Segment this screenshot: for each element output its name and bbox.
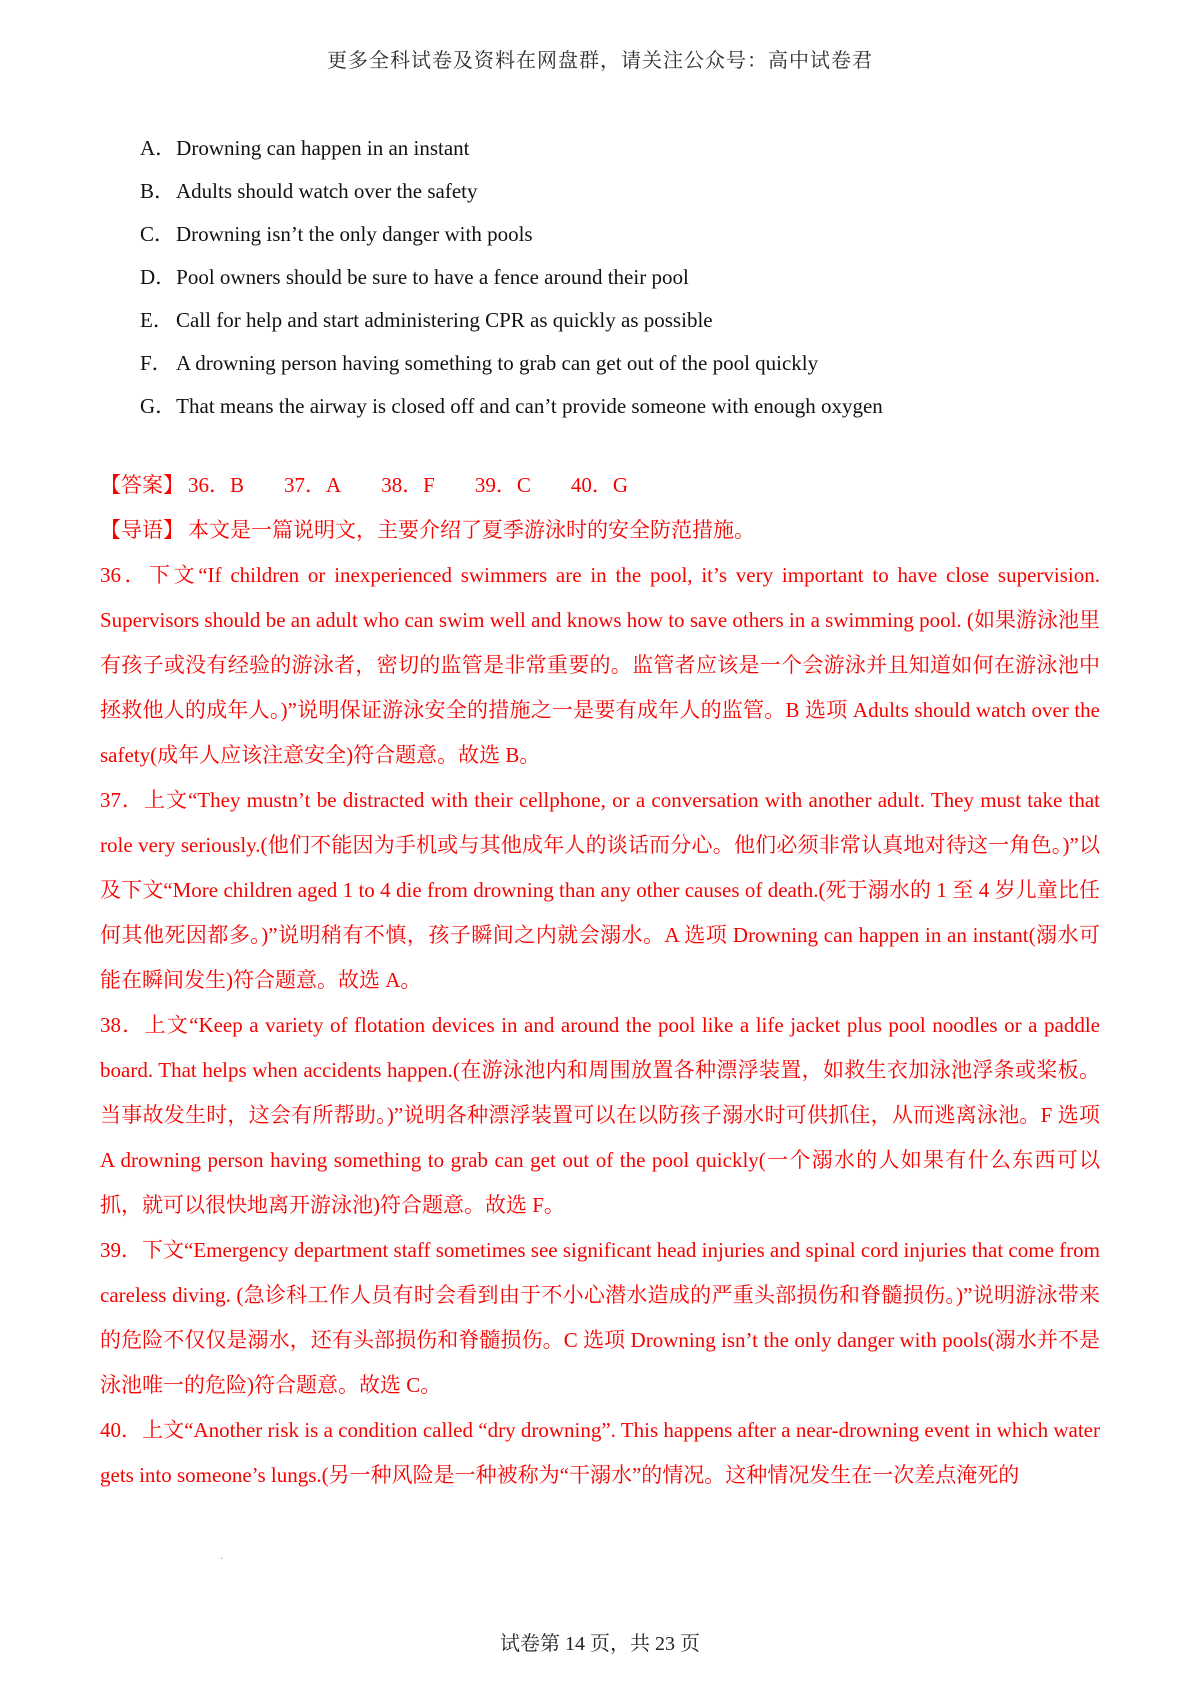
answers-line [100,463,1100,508]
scan-artifact-dot: . [220,1548,223,1562]
options-list [100,127,1100,428]
option-e-label: E． [140,308,174,332]
option-a-label: A． [140,136,177,160]
explanation-39: 39．下文“Emergency department staff sometimes see significant head injuries and spinal cord injuries that come from careless diving. (急诊科工作人员有时会看到由于不小心潜水造成的严重头部损伤和脊髓损伤。)”说明游泳带来的危险不仅仅是溺水，还有头部损伤和脊髓损伤。C 选项 Drowning isn’t the only danger with pools(溺水并不是泳池唯一的危险)符合题意。故选 C。 [100,1238,1100,1397]
answer-37: 37．A [284,473,342,497]
answer-36: 36．B [188,473,245,497]
option-d-text: Pool owners should be sure to have a fence around their pool [176,265,689,289]
explanations-block [100,553,1100,1498]
answer-39: 39．C [474,473,531,497]
intro-line [100,508,1100,553]
answer-40: 40．G [570,473,629,497]
option-b [140,170,1100,213]
option-e [140,299,1100,342]
page-header-watermark: 更多全科试卷及资料在网盘群，请关注公众号：高中试卷君 [327,50,873,72]
option-b-label: B． [140,179,176,203]
page-footer: 试卷第 14 页，共 23 页 [500,1633,700,1655]
option-b-text: Adults should watch over the safety [176,179,478,203]
option-g [140,385,1100,428]
option-g-label: G． [140,394,177,418]
answers-label: 【答案】 [100,473,184,497]
intro-text: 本文是一篇说明文，主要介绍了夏季游泳时的安全防范措施。 [188,518,755,542]
explanation-37: 37．上文“They mustn’t be distracted with their cellphone, or a conversation with another adult. They must take that role very seriously.(他们不能因为手机或与其他成年人的谈话而分心。他们必须非常认真地对待这一角色。)”以及下文“More children aged 1 to 4 die from drowning than any other causes of death.(死于溺水的 1 至 4 岁儿童比任何其他死因都多。)”说明稍有不慎，孩子瞬间之内就会溺水。A 选项 Drowning can happen in an instant(溺水可能在瞬间发生)符合题意。故选 A。 [100,788,1100,992]
option-a-text: Drowning can happen in an instant [176,136,470,160]
option-e-text: Call for help and start administering CPR as quickly as possible [176,308,713,332]
option-c [140,213,1100,256]
option-f-label: F． [140,351,173,375]
intro-label: 【导语】 [100,518,184,542]
option-f [140,342,1100,385]
explanation-38: 38．上文“Keep a variety of flotation devices in and around the pool like a life jacket plus pool noodles or a paddle board. That helps when accidents happen.(在游泳池内和周围放置各种漂浮装置，如救生衣加泳池浮条或桨板。当事故发生时，这会有所帮助。)”说明各种漂浮装置可以在以防孩子溺水时可供抓住，从而逃离泳池。F 选项 A drowning person having something to grab can get out of the pool quickly(一个溺水的人如果有什么东西可以抓，就可以很快地离开游泳池)符合题意。故选 F。 [100,1013,1100,1217]
explanation-36: 36．下文“If children or inexperienced swimmers are in the pool, it’s very important to have close supervision. Supervisors should be an adult who can swim well and knows how to save others in a swimming pool. (如果游泳池里有孩子或没有经验的游泳者，密切的监管是非常重要的。监管者应该是一个会游泳并且知道如何在游泳池中拯救他人的成年人。)”说明保证游泳安全的措施之一是要有成年人的监管。B 选项 Adults should watch over the safety(成年人应该注意安全)符合题意。故选 B。 [100,563,1100,767]
option-a [140,127,1100,170]
option-c-label: C． [140,222,176,246]
option-d [140,256,1100,299]
explanation-40: 40．上文“Another risk is a condition called “dry drowning”. This happens after a near-drowning event in which water gets into someone’s lungs.(另一种风险是一种被称为“干溺水”的情况。这种情况发生在一次差点淹死的 [100,1418,1100,1487]
option-g-text: That means the airway is closed off and can’t provide someone with enough oxygen [176,394,883,418]
option-f-text: A drowning person having something to grab can get out of the pool quickly [176,351,819,375]
answer-38: 38．F [381,473,435,497]
option-c-text: Drowning isn’t the only danger with pools [176,222,533,246]
option-d-label: D． [140,265,177,289]
